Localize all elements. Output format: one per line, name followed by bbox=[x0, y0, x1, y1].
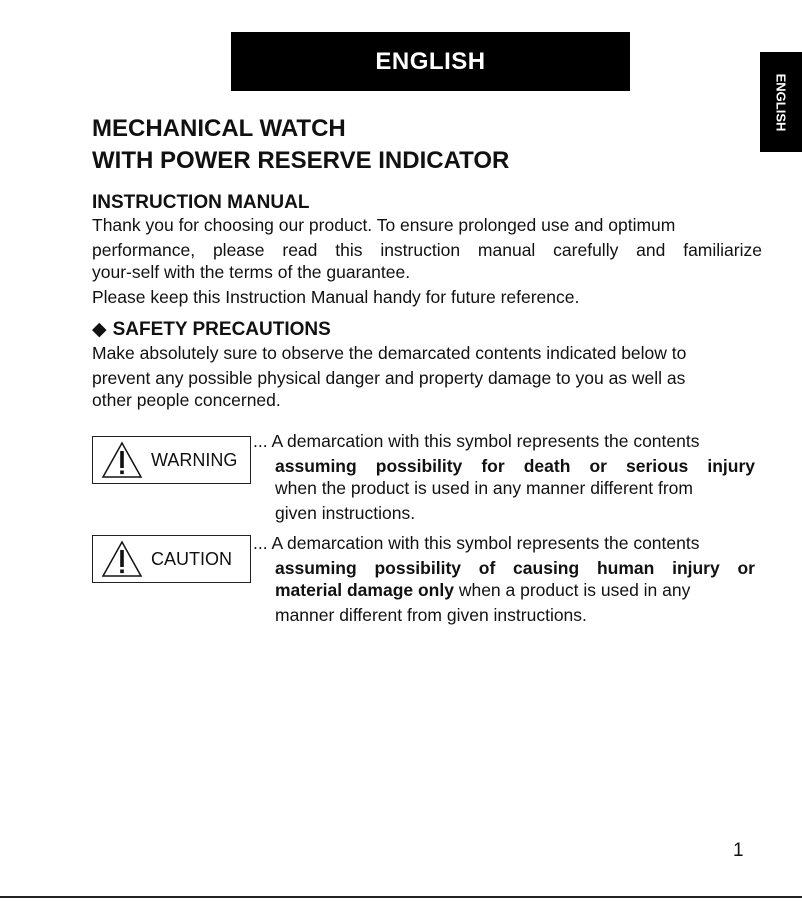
safety-line-3: other people concerned. bbox=[92, 390, 281, 410]
instruction-manual-heading: INSTRUCTION MANUAL bbox=[92, 192, 310, 213]
warning-line-3: when the product is used in any manner different from bbox=[275, 478, 693, 498]
banner-text: ENGLISH bbox=[375, 47, 486, 75]
warning-description bbox=[253, 430, 755, 524]
warning-line-4: given instructions. bbox=[275, 503, 416, 523]
caution-description bbox=[253, 532, 755, 626]
caution-bold-line: assuming possibility of causing human injury or bbox=[275, 558, 755, 578]
title-line-1: MECHANICAL WATCH bbox=[92, 115, 346, 142]
intro-line-2: performance, please read this instruction manual carefully and familiarize bbox=[92, 240, 762, 260]
caution-line-3 bbox=[275, 579, 755, 601]
intro-line-3: your-self with the terms of the guarantee. bbox=[92, 262, 411, 282]
intro-line-1: Thank you for choosing our product. To ensure prolonged use and optimum bbox=[92, 215, 676, 235]
caution-label: CAUTION bbox=[151, 548, 232, 569]
language-side-tab bbox=[760, 52, 802, 152]
intro-line-4: Please keep this Instruction Manual handy for future reference. bbox=[92, 287, 580, 307]
intro-paragraph bbox=[92, 214, 762, 308]
safety-paragraph bbox=[92, 342, 762, 411]
warning-lead-line: ... A demarcation with this symbol represents the contents bbox=[253, 431, 700, 451]
language-banner bbox=[231, 32, 630, 91]
safety-line-1: Make absolutely sure to observe the demarcated contents indicated below to bbox=[92, 343, 687, 363]
caution-label-box bbox=[92, 535, 251, 583]
warning-label: WARNING bbox=[151, 449, 238, 470]
page-number: 1 bbox=[733, 840, 744, 861]
caution-rest-part: when a product is used in any bbox=[453, 580, 691, 600]
side-tab-text: ENGLISH bbox=[773, 73, 789, 131]
diamond-bullet-icon: ◆ bbox=[92, 319, 107, 340]
safety-heading-text: SAFETY PRECAUTIONS bbox=[112, 319, 331, 340]
safety-heading bbox=[92, 318, 331, 341]
warning-label-box bbox=[92, 436, 251, 484]
caution-bold-part: material damage only bbox=[275, 580, 454, 600]
safety-line-2: prevent any possible physical danger and property damage to you as well as bbox=[92, 368, 686, 388]
bottom-rule bbox=[0, 896, 802, 898]
warning-bold-line: assuming possibility for death or serious injury bbox=[275, 456, 755, 476]
title-line-2: WITH POWER RESERVE INDICATOR bbox=[92, 147, 510, 174]
document-title bbox=[92, 113, 509, 177]
caution-line-4: manner different from given instructions. bbox=[275, 605, 587, 625]
caution-triangle-icon bbox=[101, 540, 143, 578]
caution-lead-line: ... A demarcation with this symbol represents the contents bbox=[253, 533, 700, 553]
warning-triangle-icon bbox=[101, 441, 143, 479]
